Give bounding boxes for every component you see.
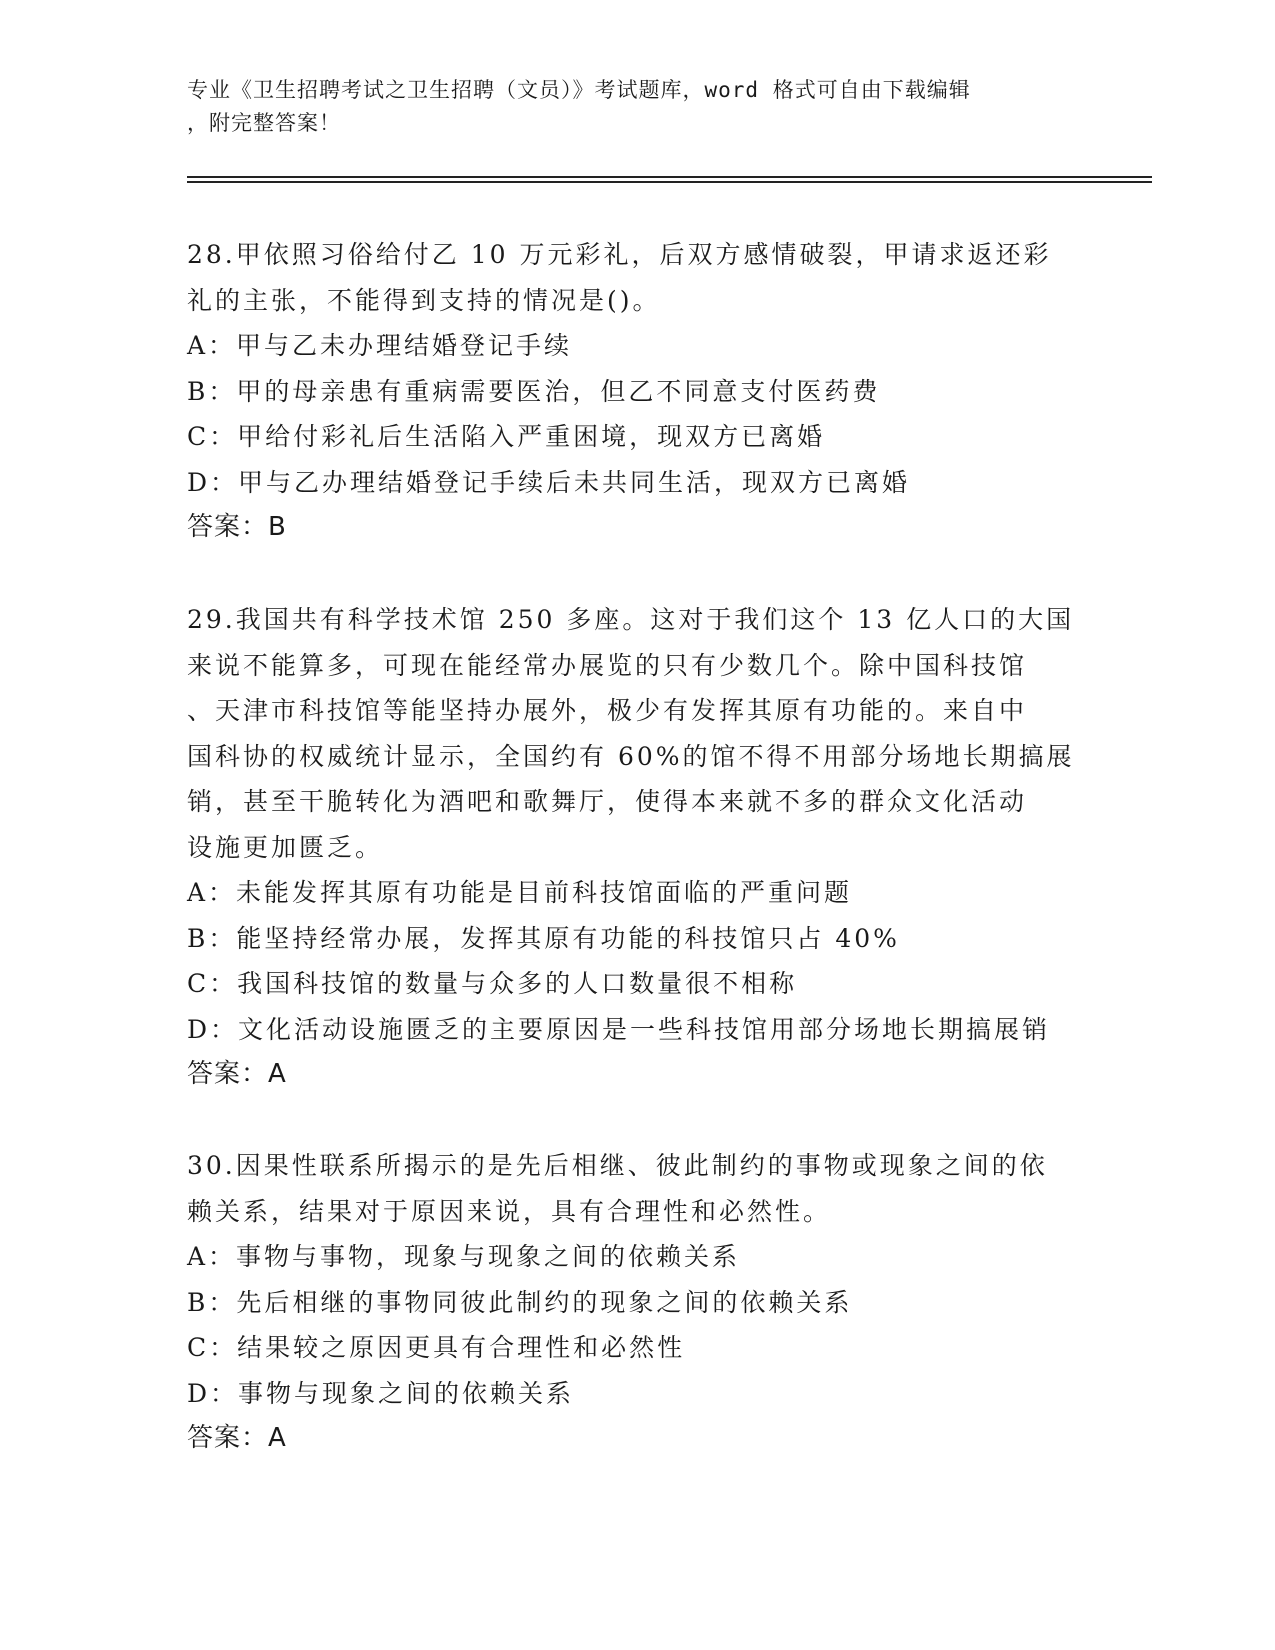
question-30 (187, 1143, 1087, 1462)
answer: 答案：B (187, 512, 287, 542)
header-line-2: ，附完整答案！ (187, 111, 341, 135)
question-stem-line: 来说不能算多，可现在能经常办展览的只有少数几个。除中国科技馆 (187, 650, 1028, 680)
question-stem-line: 29.我国共有科学技术馆 250 多座。这对于我们这个 13 亿人口的大国 (187, 605, 1075, 634)
option-d: D：甲与乙办理结婚登记手续后未共同生活，现双方已离婚 (187, 467, 911, 497)
header-line-1: 专业《卫生招聘考试之卫生招聘（文员）》考试题库，word 格式可自由下载编辑 (187, 78, 971, 102)
question-stem-line: 礼的主张，不能得到支持的情况是()。 (187, 285, 661, 315)
question-stem-line: 赖关系，结果对于原因来说，具有合理性和必然性。 (187, 1196, 832, 1226)
question-stem-line: 30.因果性联系所揭示的是先后相继、彼此制约的事物或现象之间的依 (187, 1151, 1048, 1180)
answer: 答案：A (187, 1059, 287, 1089)
question-stem-line: 国科协的权威统计显示，全国约有 60%的馆不得不用部分场地长期搞展 (187, 741, 1075, 771)
option-c: C：结果较之原因更具有合理性和必然性 (187, 1333, 686, 1362)
document-header (187, 74, 1087, 140)
question-stem-line: 、天津市科技馆等能坚持办展外，极少有发挥其原有功能的。来自中 (187, 696, 1028, 725)
option-d: D：文化活动设施匮乏的主要原因是一些科技馆用部分场地长期搞展销 (187, 1014, 1051, 1044)
question-28 (187, 232, 1087, 551)
option-c: C：我国科技馆的数量与众多的人口数量很不相称 (187, 969, 798, 998)
question-stem-line: 销，甚至干脆转化为酒吧和歌舞厅，使得本来就不多的群众文化活动 (187, 787, 1028, 816)
option-a: A：甲与乙未办理结婚登记手续 (187, 331, 573, 360)
question-stem-line: 28.甲依照习俗给付乙 10 万元彩礼，后双方感情破裂，甲请求返还彩 (187, 240, 1052, 269)
option-b: B：能坚持经常办展，发挥其原有功能的科技馆只占 40% (187, 923, 900, 953)
option-d: D：事物与现象之间的依赖关系 (187, 1378, 575, 1408)
option-b: B：先后相继的事物同彼此制约的现象之间的依赖关系 (187, 1287, 853, 1317)
option-a: A：事物与事物，现象与现象之间的依赖关系 (187, 1242, 741, 1271)
header-divider-bottom (187, 181, 1152, 183)
option-b: B：甲的母亲患有重病需要医治，但乙不同意支付医药费 (187, 376, 881, 406)
option-c: C：甲给付彩礼后生活陷入严重困境，现双方已离婚 (187, 422, 826, 451)
header-divider-top (187, 176, 1152, 178)
question-29 (187, 597, 1087, 1098)
question-stem-line: 设施更加匮乏。 (187, 832, 384, 862)
option-a: A：未能发挥其原有功能是目前科技馆面临的严重问题 (187, 878, 853, 907)
answer: 答案：A (187, 1423, 287, 1453)
